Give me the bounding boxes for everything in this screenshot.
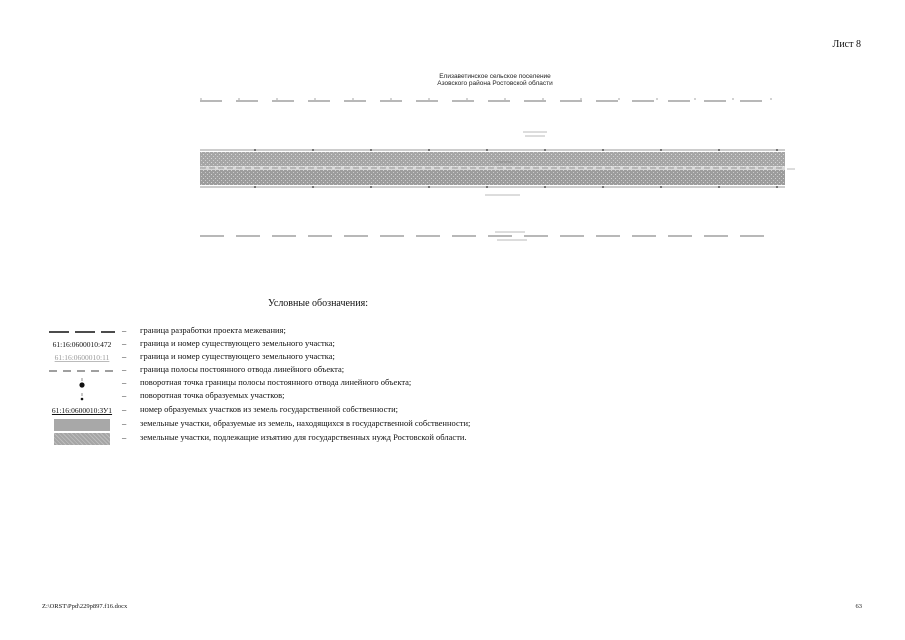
road-band xyxy=(200,150,785,187)
legend-item xyxy=(40,418,600,431)
settlement-title xyxy=(195,73,795,87)
legend-symbol-code: 61:16:0600010:ЗУ1 xyxy=(51,406,113,415)
legend-dash: – xyxy=(122,364,127,374)
seizure-land-swatch xyxy=(54,433,110,445)
legend-dash: – xyxy=(122,338,127,348)
legend-dash: – xyxy=(122,351,127,361)
footer-file-path: Z:\ORST\Ppd\229p897.f16.docx xyxy=(42,603,128,610)
legend-symbol xyxy=(40,377,127,390)
legend-item xyxy=(40,404,600,417)
legend-symbol xyxy=(40,432,127,445)
legend-symbol xyxy=(40,364,127,377)
map-label-marks xyxy=(195,132,795,240)
legend-dash: – xyxy=(122,390,127,400)
legend-item xyxy=(40,325,600,338)
map-drawing xyxy=(195,70,795,250)
settlement-title-line2: Азовского района Ростовской области xyxy=(437,80,553,87)
upper-boundary-line xyxy=(200,99,775,101)
legend-item xyxy=(40,390,600,403)
turning-point-small-symbol xyxy=(72,390,92,403)
legend-text: граница полосы постоянного отвода линейного объекта; xyxy=(140,364,345,374)
legend-text: поворотная точка границы полосы постоянного отвода линейного объекта; xyxy=(140,377,412,387)
legend-dash: – xyxy=(122,418,127,428)
legend-item xyxy=(40,432,600,445)
legend-symbol-code: 61:16:0600010:472 xyxy=(52,340,112,349)
legend-text: поворотная точка образуемых участков; xyxy=(140,390,285,400)
legend-dash: – xyxy=(122,325,127,335)
legend-item xyxy=(40,377,600,390)
legend-title: Условные обозначения: xyxy=(268,298,369,309)
legend-text: земельные участки, образуемые из земель, находящихся в государственной собственности; xyxy=(140,418,471,428)
page-number: 63 xyxy=(855,603,862,610)
dash-line-symbol xyxy=(47,329,117,335)
legend-symbol xyxy=(40,418,127,431)
legend-item xyxy=(40,351,600,364)
legend-text: граница и номер существующего земельного участка; xyxy=(140,351,335,361)
turning-point-big-symbol xyxy=(72,377,92,390)
sheet-label: Лист 8 xyxy=(832,39,861,50)
legend-text: граница разработки проекта межевания; xyxy=(140,325,286,335)
legend-symbol xyxy=(40,404,127,417)
cadastral-map xyxy=(195,70,795,250)
legend-text: номер образуемых участков из земель государственной собственности; xyxy=(140,404,398,414)
state-land-swatch xyxy=(54,419,110,431)
long-dash-symbol xyxy=(47,368,117,374)
legend-dash: – xyxy=(122,404,127,414)
legend-symbol xyxy=(40,325,127,338)
legend-dash: – xyxy=(122,432,127,442)
legend-text: граница и номер существующего земельного участка; xyxy=(140,338,335,348)
legend-symbol xyxy=(40,338,127,351)
legend-item xyxy=(40,338,600,351)
settlement-title-line1: Елизаветинское сельское поселение xyxy=(439,73,551,80)
legend-text: земельные участки, подлежащие изъятию для государственных нужд Ростовской области. xyxy=(140,432,467,442)
legend-dash: – xyxy=(122,377,127,387)
legend-item xyxy=(40,364,600,377)
legend-symbol xyxy=(40,390,127,403)
legend-symbol-code: 61:16:0600010:11 xyxy=(54,353,110,362)
legend-symbol xyxy=(40,351,127,364)
